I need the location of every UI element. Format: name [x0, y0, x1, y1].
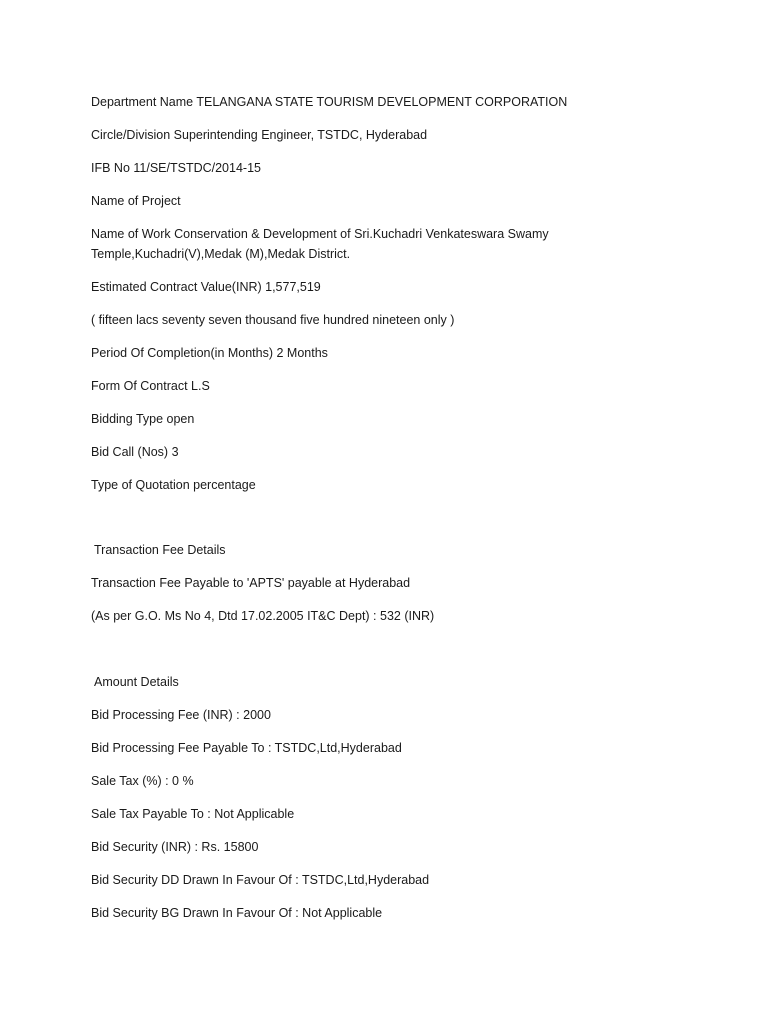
bid-call: Bid Call (Nos) 3	[91, 445, 179, 459]
circle-division: Circle/Division Superintending Engineer, TSTDC, Hyderabad	[91, 128, 428, 142]
bid-processing-fee-payable: Bid Processing Fee Payable To : TSTDC,Ltd,Hyderabad	[91, 741, 402, 755]
transaction-fee-heading: Transaction Fee Details	[94, 543, 226, 557]
bid-security-bg: Bid Security BG Drawn In Favour Of : Not Applicable	[91, 906, 383, 920]
quotation-type: Type of Quotation percentage	[91, 478, 256, 492]
completion-period: Period Of Completion(in Months) 2 Months	[91, 346, 328, 360]
project-name: Name of Project	[91, 194, 181, 208]
bid-security-dd: Bid Security DD Drawn In Favour Of : TSTDC,Ltd,Hyderabad	[91, 873, 430, 887]
contract-form: Form Of Contract L.S	[91, 379, 210, 393]
work-name-line-2: Temple,Kuchadri(V),Medak (M),Medak District.	[91, 247, 351, 261]
estimated-contract-value: Estimated Contract Value(INR) 1,577,519	[91, 280, 321, 294]
sale-tax-payable: Sale Tax Payable To : Not Applicable	[91, 807, 295, 821]
transaction-fee-go-reference: (As per G.O. Ms No 4, Dtd 17.02.2005 IT&C Dept) : 532 (INR)	[91, 609, 435, 623]
work-name-line-1: Name of Work Conservation & Development of Sri.Kuchadri Venkateswara Swamy	[91, 227, 549, 241]
contract-value-in-words: ( fifteen lacs seventy seven thousand five hundred nineteen only )	[91, 313, 455, 327]
sale-tax: Sale Tax (%) : 0 %	[91, 774, 194, 788]
transaction-fee-payable: Transaction Fee Payable to 'APTS' payable at Hyderabad	[91, 576, 411, 590]
ifb-number: IFB No 11/SE/TSTDC/2014-15	[91, 161, 261, 175]
amount-details-heading: Amount Details	[94, 675, 179, 689]
bid-security: Bid Security (INR) : Rs. 15800	[91, 840, 259, 854]
bid-processing-fee: Bid Processing Fee (INR) : 2000	[91, 708, 271, 722]
department-name: Department Name TELANGANA STATE TOURISM DEVELOPMENT CORPORATION	[91, 95, 568, 109]
bidding-type: Bidding Type open	[91, 412, 195, 426]
